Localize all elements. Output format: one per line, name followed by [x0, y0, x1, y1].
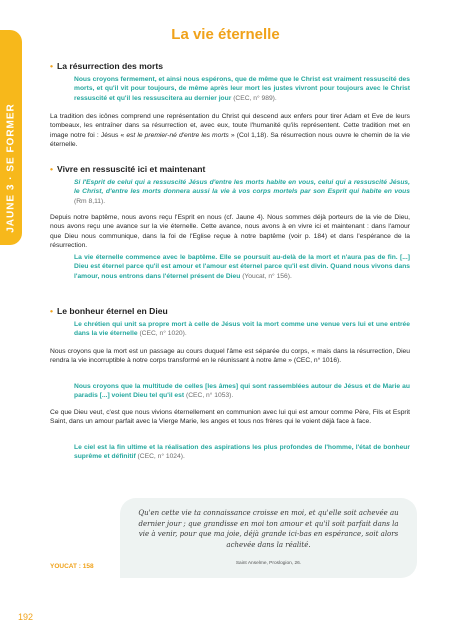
quote-mort-jesus — [74, 320, 410, 339]
prayer-source: Saint Anselme, Proslogion, 26. — [235, 561, 302, 566]
quote-reference: (CEC, n° 1053). — [185, 392, 234, 400]
section-title-text: Vivre en ressuscité ici et maintenant — [57, 164, 206, 174]
section-title-vivre — [50, 164, 410, 174]
prayer-box — [120, 498, 417, 578]
quote-youcat — [74, 253, 410, 281]
paragraph-text: La tradition des icônes comprend une représentation du Christ qui descend aux enfers pour tirer Adam et Eve de leurs tombeaux, les entraîner dans sa résurrection et, avec eux, toute l'humanité qu'ils représentent. Cette tradition met en image notre foi : Jésus « — [50, 113, 410, 139]
section-title-bonheur — [50, 306, 410, 316]
quote-resurrection — [74, 75, 410, 103]
bullet-marker: • — [50, 164, 54, 174]
paragraph-communion: Ce que Dieu veut, c'est que nous vivions éternellement en communion avec lui qui est amour comme Père, Fils et Esprit Saint, dans un amour parfait avec la Vierge Marie, les anges et tous nos frères qui le voient déjà face à face. — [50, 409, 410, 426]
quote-text: Nous croyons fermement, et ainsi nous espérons, que de même que le Christ est vraiment ressuscité des morts, et qu'il vit pour toujours, de même après leur mort les justes vivront pour toujours avec le Christ ressuscité et qu'il les ressuscitera au dernier jour — [74, 76, 410, 102]
quote-text: Si l'Esprit de celui qui a ressuscité Jésus d'entre les morts habite en vous, celui qui a ressuscité Jésus, le Christ, d'entre les morts donnera aussi la vie à vos corps mortels par son Esprit qui habite en vous — [74, 179, 410, 196]
quote-text: La vie éternelle commence avec le baptême. Elle se poursuit au-delà de la mort et n'aura pas de fin. [...] Dieu est éternel parce qu'il est amour et l'amour est éternel parce qu'il est divin. Quand nous vivons dans l'amour, nous entrons dans l'éternel présent de Dieu — [74, 254, 410, 280]
paragraph-passage: Nous croyons que la mort est un passage au cours duquel l'âme est séparée du corps, « mais dans la résurrection, Dieu rendra la vie incorruptible à notre corps transformé en le réunissant à notre âme » (CEC, n° 1016). — [50, 348, 410, 365]
bullet-marker: • — [50, 306, 54, 316]
quote-reference: (CEC, n° 1024). — [137, 453, 185, 461]
section-title-text: Le bonheur éternel en Dieu — [57, 306, 168, 316]
quote-reference: (Youcat, n° 156). — [242, 272, 292, 280]
paragraph-italic: est le premier-né d'entre les morts — [126, 131, 229, 139]
quote-reference: (CEC, n° 1020). — [139, 330, 187, 338]
quote-reference: (CEC, n° 989). — [233, 94, 277, 102]
section-title-resurrection — [50, 61, 410, 71]
page-number: 192 — [18, 612, 34, 622]
quote-text: Le chrétien qui unit sa propre mort à celle de Jésus voit la mort comme une venue vers lui et une entrée dans la vie éternelle — [74, 321, 410, 338]
paragraph-icon-tradition — [50, 112, 410, 149]
quote-multitude — [74, 382, 410, 401]
quote-romains — [74, 178, 410, 206]
page-title: La vie éternelle — [171, 26, 280, 43]
quote-text: Le ciel est la fin ultime et la réalisation des aspirations les plus profondes de l'homme, l'état de bonheur suprême et définitif — [74, 444, 410, 461]
section-title-text: La résurrection des morts — [57, 61, 164, 71]
quote-text: Nous croyons que la multitude de celles [les âmes] qui sont rassemblées autour de Jésus et de Marie au paradis [...] voient Dieu tel qu'il est — [74, 383, 410, 400]
side-chapter-tab — [0, 30, 22, 245]
paragraph-bapteme: Depuis notre baptême, nous avons reçu l'Esprit en nous (cf. Jaune 4). Nous sommes déjà porteurs de la vie de Dieu, nous avons reçu une avance sur la vie éternelle. Cette avance, nous avons à en vivre ici et maintenant : dans l'amour que Dieu nous communique, dans la foi de l'Eglise reçue à notre baptême (voir p. 184) et dans l'espérance de la résurrection. — [50, 214, 410, 249]
prayer-text: Qu'en cette vie ta connaissance croisse en moi, et qu'elle soit achevée au dernier jour ; que grandisse en moi ton amour et qu'il soit parfait dans la vie à venir, pour que ma joie, déjà grande ici-bas en espérance, soit alors achevée dans la réalité. — [138, 509, 399, 549]
youcat-reference: YOUCAT : 158 — [50, 563, 94, 570]
quote-ciel — [74, 443, 410, 462]
bullet-marker: • — [50, 61, 54, 71]
paragraph-text-end: » (Col 1,18). Sa résurrection nous ouvre le chemin de la vie éternelle. — [50, 131, 411, 148]
quote-reference: (Rm 8,11). — [74, 197, 106, 205]
side-tab-label: JAUNE 3 · SE FORMER — [5, 103, 17, 233]
